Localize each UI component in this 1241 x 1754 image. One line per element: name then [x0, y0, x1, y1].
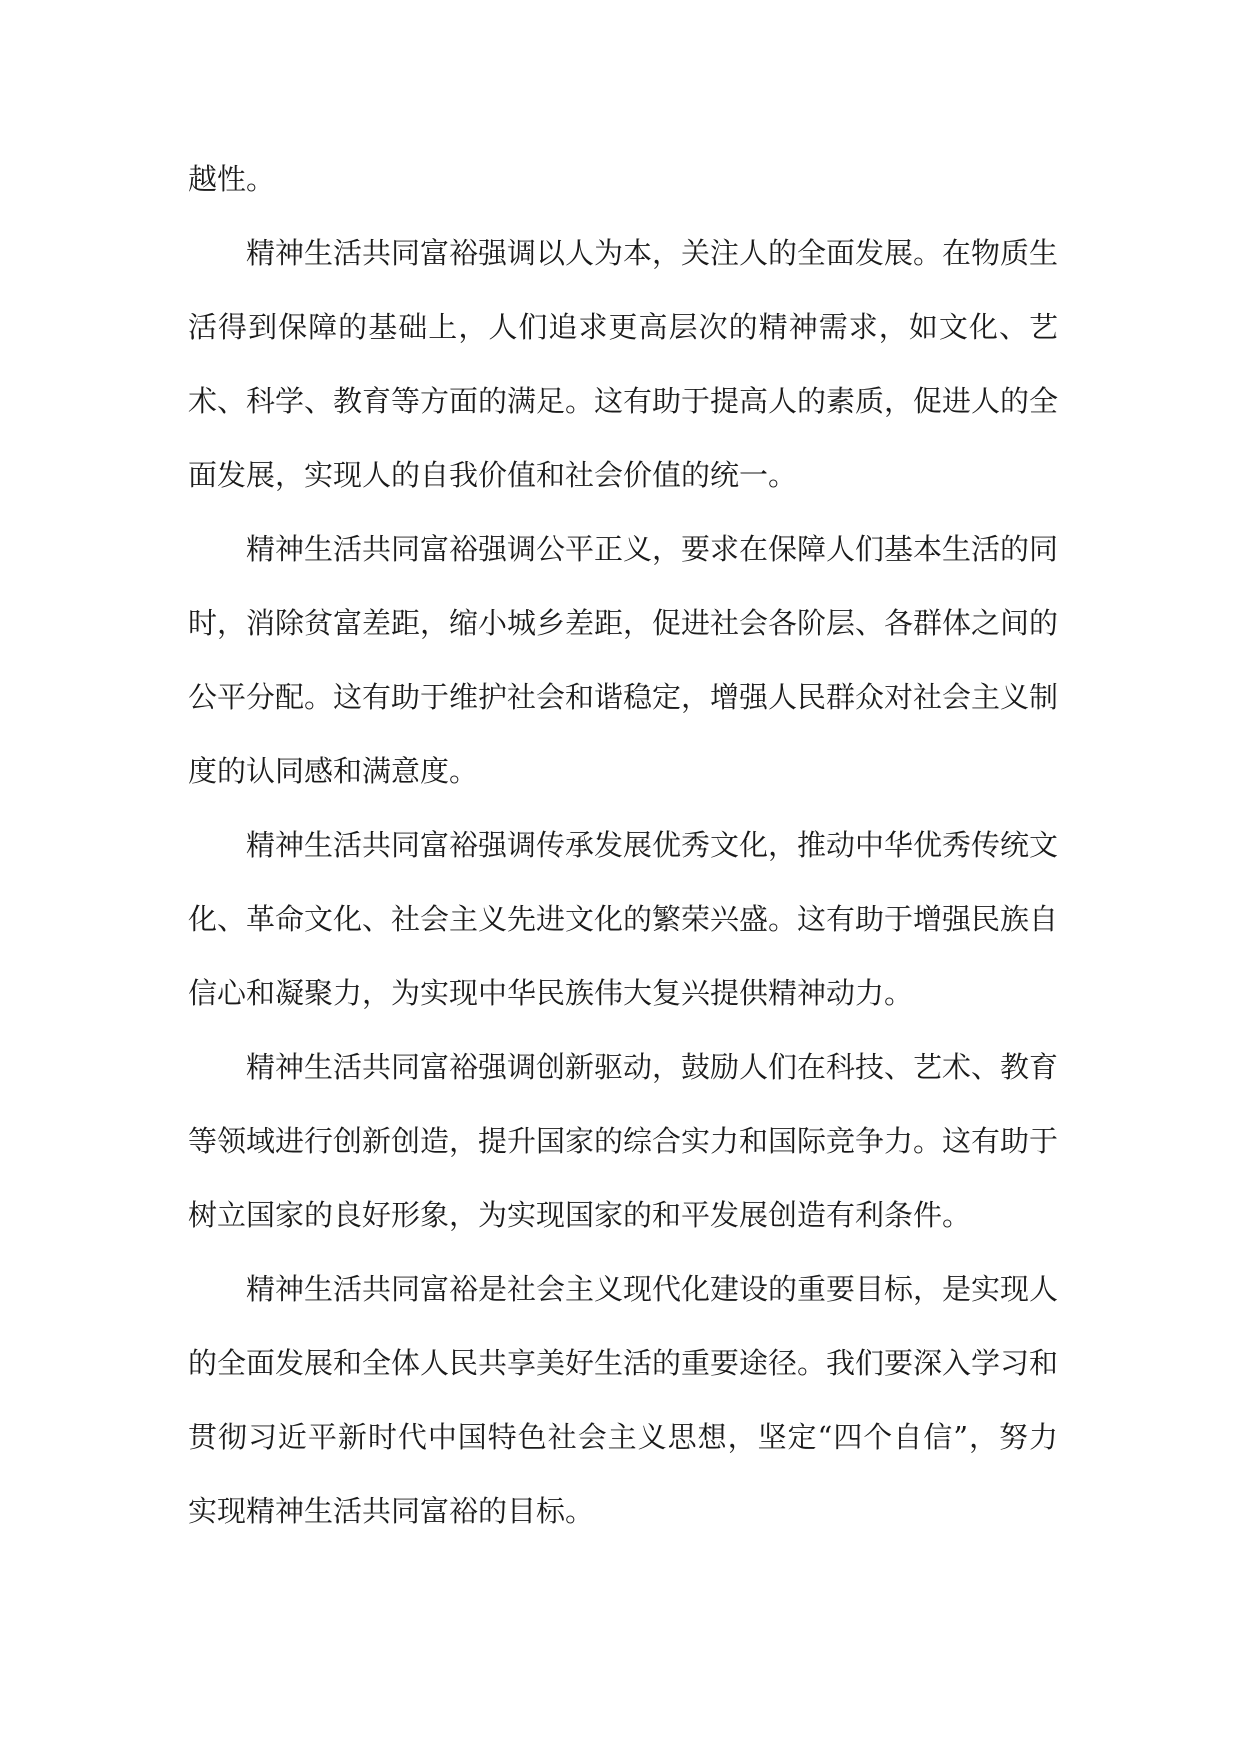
paragraph-innovation: 精神生活共同富裕强调创新驱动，鼓励人们在科技、艺术、教育等领域进行创新创造，提升国家的综合实力和国际竞争力。这有助于树立国家的良好形象，为实现国家的和平发展创造有利条件。 — [188, 1050, 1059, 1232]
paragraph-culture-heritage: 精神生活共同富裕强调传承发展优秀文化，推动中华优秀传统文化、革命文化、社会主义先进文化的繁荣兴盛。这有助于增强民族自信心和凝聚力，为实现中华民族伟大复兴提供精神动力。 — [188, 828, 1059, 1010]
paragraph-continuation: 越性。 — [188, 162, 276, 196]
paragraph-conclusion: 精神生活共同富裕是社会主义现代化建设的重要目标，是实现人的全面发展和全体人民共享美好生活的重要途径。我们要深入学习和贯彻习近平新时代中国特色社会主义思想，坚定“四个自信”，努力实现精神生活共同富裕的目标。 — [188, 1272, 1059, 1528]
paragraph-fairness-justice: 精神生活共同富裕强调公平正义，要求在保障人们基本生活的同时，消除贫富差距，缩小城乡差距，促进社会各阶层、各群体之间的公平分配。这有助于维护社会和谐稳定，增强人民群众对社会主义制度的认同感和满意度。 — [188, 532, 1059, 788]
document-body — [188, 142, 1058, 1548]
paragraph-people-oriented: 精神生活共同富裕强调以人为本，关注人的全面发展。在物质生活得到保障的基础上，人们追求更高层次的精神需求，如文化、艺术、科学、教育等方面的满足。这有助于提高人的素质，促进人的全面发展，实现人的自我价值和社会价值的统一。 — [188, 236, 1059, 492]
